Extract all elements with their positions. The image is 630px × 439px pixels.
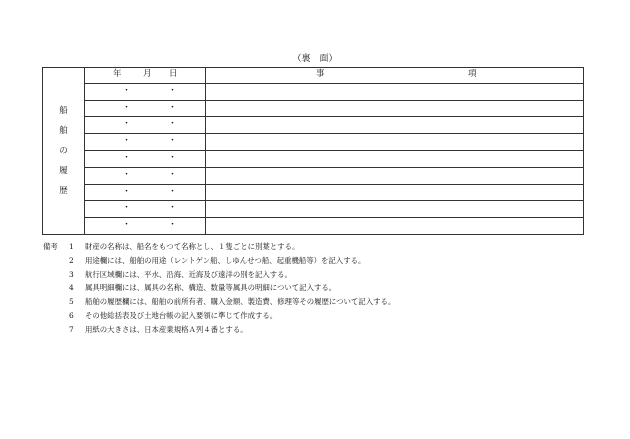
vertical-char: 歴 — [59, 186, 68, 196]
month-header: 月 — [143, 69, 152, 79]
date-cell — [85, 100, 206, 117]
date-cell — [85, 150, 206, 167]
table-row — [43, 117, 584, 134]
date-separator-dot: ・ — [168, 85, 178, 96]
note-number: 1 — [69, 242, 74, 251]
date-separator-dot: ・ — [122, 186, 132, 197]
date-separator-dot: ・ — [168, 186, 178, 197]
notes-prefix: 備考 — [43, 242, 58, 251]
date-cell — [85, 201, 206, 218]
date-separator-dot: ・ — [168, 119, 178, 130]
table-row — [43, 167, 584, 184]
day-header: 日 — [169, 69, 178, 79]
date-separator-dot: ・ — [168, 220, 178, 231]
date-cell — [85, 218, 206, 235]
matter-cell — [206, 83, 584, 100]
table-row — [43, 100, 584, 117]
table-row — [43, 83, 584, 100]
notes-section — [43, 240, 603, 337]
note-item — [43, 240, 603, 254]
vertical-char: の — [59, 146, 68, 156]
table-row — [43, 184, 584, 201]
note-number: 4 — [69, 283, 74, 293]
matter-cell — [206, 134, 584, 151]
date-separator-dot: ・ — [122, 152, 132, 163]
table-row — [43, 134, 584, 151]
date-cell — [85, 184, 206, 201]
note-text: その他総括表及び土地台帳の記入要領に準じて作成する。 — [85, 310, 278, 320]
table-row — [43, 201, 584, 218]
date-separator-dot: ・ — [122, 102, 132, 113]
note-item — [43, 309, 603, 323]
date-separator-dot: ・ — [168, 203, 178, 214]
year-header: 年 — [113, 69, 122, 79]
matter-cell — [206, 117, 584, 134]
note-item — [43, 254, 603, 268]
date-cell — [85, 134, 206, 151]
date-cell — [85, 83, 206, 100]
note-text: 用紙の大きさは、日本産業規格Ａ列４番とする。 — [85, 324, 248, 334]
table-header-row — [43, 68, 584, 84]
date-cell — [85, 167, 206, 184]
matter-cell — [206, 201, 584, 218]
note-item — [43, 281, 603, 295]
note-text: 航行区域欄には、平水、沿海、近海及び遠洋の別を記入する。 — [85, 269, 292, 279]
matter-cell — [206, 167, 584, 184]
date-separator-dot: ・ — [168, 152, 178, 163]
note-number: 3 — [69, 269, 74, 279]
table-row — [43, 150, 584, 167]
date-separator-dot: ・ — [168, 102, 178, 113]
date-separator-dot: ・ — [122, 169, 132, 180]
date-separator-dot: ・ — [122, 119, 132, 130]
date-separator-dot: ・ — [168, 136, 178, 147]
date-separator-dot: ・ — [122, 136, 132, 147]
note-number: 6 — [69, 310, 74, 320]
note-text: 財産の名称は、船名をもつて名称とし、１隻ごとに別葉とする。 — [85, 242, 300, 251]
matter-header-right: 項 — [468, 69, 477, 79]
side-title: （裏 面） — [292, 54, 338, 64]
matter-header-left: 事 — [316, 69, 325, 79]
date-cell — [85, 117, 206, 134]
note-text: 船舶の履歴欄には、船舶の前所有者、購入金額、製造費、修理等その履歴について記入する。 — [85, 297, 396, 307]
vertical-char: 舶 — [59, 126, 68, 136]
note-number: 5 — [69, 297, 74, 307]
date-separator-dot: ・ — [122, 203, 132, 214]
note-item — [43, 323, 603, 337]
note-number: 7 — [69, 324, 74, 334]
vertical-char: 船 — [59, 106, 68, 116]
note-text: 用途欄には、船舶の用途（レントゲン船、しゆんせつ船、起重機船等）を記入する。 — [85, 255, 366, 265]
matter-cell — [206, 100, 584, 117]
matter-column-header — [206, 68, 584, 84]
matter-cell — [206, 184, 584, 201]
note-item — [43, 295, 603, 309]
ship-history-table — [42, 67, 584, 235]
date-column-header — [85, 68, 206, 84]
note-text: 属具明細欄には、属具の名称、構造、数量等属具の明細について記入する。 — [85, 283, 337, 293]
table-row — [43, 218, 584, 235]
date-separator-dot: ・ — [168, 169, 178, 180]
note-number: 2 — [69, 255, 74, 265]
date-separator-dot: ・ — [122, 220, 132, 231]
ship-history-label — [43, 68, 85, 235]
note-item — [43, 268, 603, 282]
vertical-char: 履 — [59, 166, 68, 176]
matter-cell — [206, 150, 584, 167]
matter-cell — [206, 218, 584, 235]
date-separator-dot: ・ — [122, 85, 132, 96]
